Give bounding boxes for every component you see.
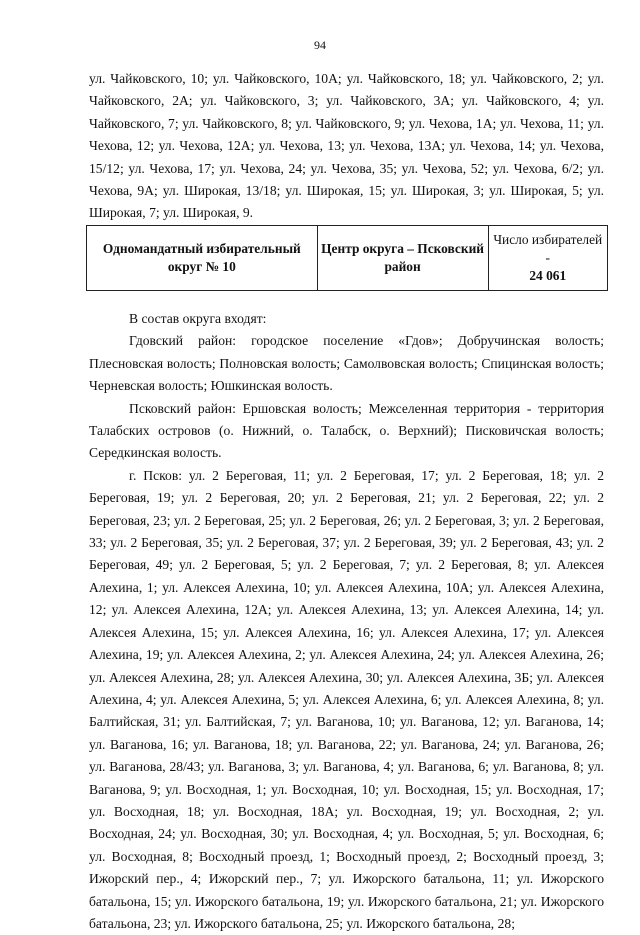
composition-intro: В состав округа входят: xyxy=(129,311,267,326)
continued-address-list xyxy=(89,68,604,225)
address-paragraph: ул. Чайковского, 10; ул. Чайковского, 10А; ул. Чайковского, 18; ул. Чайковского, 2; ул. Чайковского, 2А; ул. Чайковского, 3; ул. Чайковского, 3А; ул. Чайковского, 4; ул. Чайковского, 7; ул. Чайковского, 8; ул. Чайковского, 9; ул. Чехова, 1А; ул. Чехова, 11; ул. Чехова, 12; ул. Чехова, 12А; ул. Чехова, 13; ул. Чехова, 13А; ул. Чехова, 14; ул. Чехова, 15/12; ул. Чехова, 17; ул. Чехова, 24; ул. Чехова, 35; ул. Чехова, 52; ул. Чехова, 6/2; ул. Чехова, 9А; ул. Широкая, 13/18; ул. Широкая, 15; ул. Широкая, 3; ул. Широкая, 5; ул. Широкая, 7; ул. Широкая, 9. xyxy=(89,71,604,221)
district-composition xyxy=(89,308,604,935)
district-name-cell: Одномандатный избирательный округ № 10 xyxy=(87,226,318,291)
page-number: 94 xyxy=(314,38,326,52)
district-header-row xyxy=(87,226,608,291)
pskov-district-paragraph: Псковский район: Ершовская волость; Межселенная территория - территория Талабских островов (о. Нижний, о. Талабск, о. Верхний); Писковичская волость; Середкинская волость. xyxy=(89,400,604,461)
district-header-table xyxy=(86,225,608,291)
voters-count-cell xyxy=(488,226,607,291)
gdov-district-paragraph: Гдовский район: городское поселение «Гдов»; Добручинская волость; Плесновская волость; Полновская волость; Самолвовская волость; Спицинская волость; Черневская волость; Юшкинская волость. xyxy=(89,333,604,394)
voters-total: 24 061 xyxy=(529,268,567,283)
voters-caption: Число избирателей - xyxy=(493,232,603,265)
pskov-city-addresses: г. Псков: ул. 2 Береговая, 11; ул. 2 Береговая, 17; ул. 2 Береговая, 18; ул. 2 Береговая, 19; ул. 2 Береговая, 20; ул. 2 Береговая, 21; ул. 2 Береговая, 22; ул. 2 Береговая, 23; ул. 2 Береговая, 25; ул. 2 Береговая, 26; ул. 2 Береговая, 3; ул. 2 Береговая, 33; ул. 2 Береговая, 35; ул. 2 Береговая, 37; ул. 2 Береговая, 39; ул. 2 Береговая, 43; ул. 2 Береговая, 49; ул. 2 Береговая, 5; ул. 2 Береговая, 7; ул. 2 Береговая, 8; ул. Алексея Алехина, 1; ул. Алексея Алехина, 10; ул. Алексея Алехина, 10А; ул. Алексея Алехина, 12; ул. Алексея Алехина, 12А; ул. Алексея Алехина, 13; ул. Алексея Алехина, 14; ул. Алексея Алехина, 15; ул. Алексея Алехина, 16; ул. Алексея Алехина, 17; ул. Алексея Алехина, 19; ул. Алексея Алехина, 2; ул. Алексея Алехина, 24; ул. Алексея Алехина, 26; ул. Алексея Алехина, 28; ул. Алексея Алехина, 30; ул. Алексея Алехина, 3Б; ул. Алексея Алехина, 4; ул. Алексея Алехина, 5; ул. Алексея Алехина, 6; ул. Алексея Алехина, 8; ул. Балтийская, 31; ул. Балтийская, 7; ул. Ваганова, 10; ул. Ваганова, 12; ул. Ваганова, 14; ул. Ваганова, 16; ул. Ваганова, 18; ул. Ваганова, 22; ул. Ваганова, 24; ул. Ваганова, 26; ул. Ваганова, 28/43; ул. Ваганова, 3; ул. Ваганова, 4; ул. Ваганова, 6; ул. Ваганова, 8; ул. Ваганова, 9; ул. Восходная, 1; ул. Восходная, 10; ул. Восходная, 15; ул. Восходная, 17; ул. Восходная, 18; ул. Восходная, 18А; ул. Восходная, 19; ул. Восходная, 2; ул. Восходная, 24; ул. Восходная, 30; ул. Восходная, 4; ул. Восходная, 5; ул. Восходная, 6; ул. Восходная, 8; Восходный проезд, 1; Восходный проезд, 2; Восходный проезд, 3; Ижорский пер., 4; Ижорский пер., 7; ул. Ижорского батальона, 11; ул. Ижорского батальона, 15; ул. Ижорского батальона, 19; ул. Ижорского батальона, 21; ул. Ижорского батальона, 23; ул. Ижорского батальона, 25; ул. Ижорского батальона, 28; xyxy=(89,467,604,931)
district-center-cell: Центр округа – Псковский район xyxy=(317,226,488,291)
